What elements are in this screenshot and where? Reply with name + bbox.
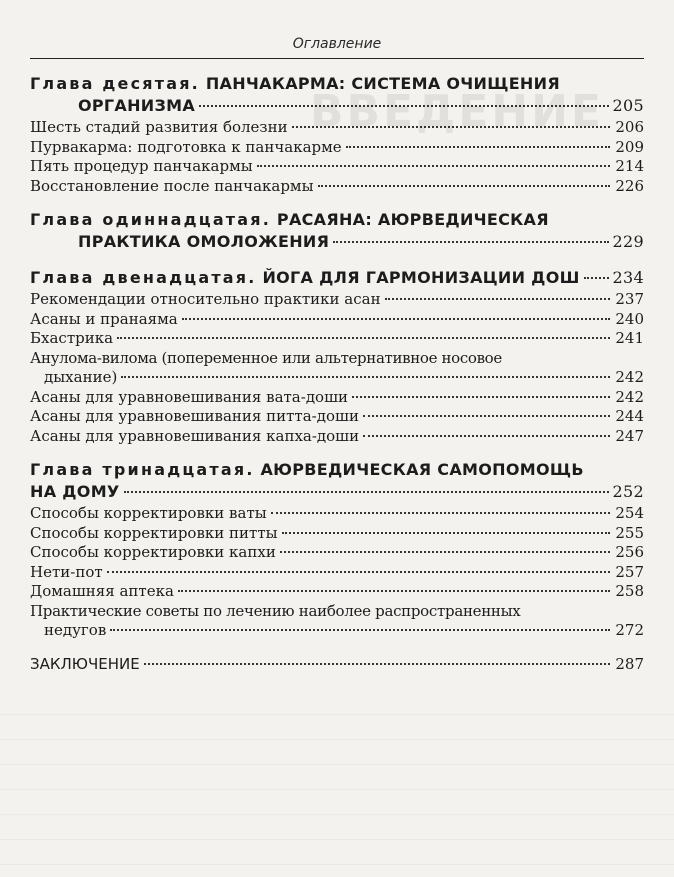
entry-title: Восстановление после панчакармы bbox=[30, 176, 314, 195]
page-number: 237 bbox=[615, 290, 644, 308]
chapter-lead: Глава одиннадцатая. bbox=[30, 210, 272, 229]
entry-title: Асаны для уравновешивания вата-доши bbox=[30, 387, 349, 406]
leader-dots bbox=[282, 532, 610, 534]
leader-dots bbox=[271, 512, 610, 514]
toc-entry bbox=[30, 504, 644, 524]
toc-conclusion bbox=[30, 655, 644, 675]
chapter-title: ЙОГА ДЛЯ ГАРМОНИЗАЦИИ ДОШ bbox=[262, 268, 580, 287]
toc-entry bbox=[30, 524, 644, 544]
toc-entry bbox=[30, 118, 644, 138]
page-number: 242 bbox=[615, 368, 644, 386]
leader-dots bbox=[124, 491, 609, 493]
chapter-title: ПАНЧАКАРМА: СИСТЕМА ОЧИЩЕНИЯ bbox=[205, 74, 560, 93]
entry-title: Асаны для уравновешивания капха-доши bbox=[30, 426, 360, 445]
spacer bbox=[30, 641, 644, 655]
entry-title: Шесть стадий развития болезни bbox=[30, 118, 288, 136]
entry-title: Способы корректировки питты bbox=[30, 523, 278, 542]
chapter-title: РАСАЯНА: АЮРВЕДИЧЕСКАЯ bbox=[276, 210, 549, 229]
page-number: 244 bbox=[615, 407, 644, 425]
chapter-title: АЮРВЕДИЧЕСКАЯ САМОПОМОЩЬ bbox=[260, 460, 584, 479]
leader-dots bbox=[144, 663, 610, 665]
page-number: 247 bbox=[615, 426, 644, 445]
toc-chapter-13-cont bbox=[30, 482, 644, 504]
entry-title: Анулома-вилома (попеременное или альтернативное носовое bbox=[30, 348, 502, 367]
leader-dots bbox=[117, 337, 610, 339]
page-number: 254 bbox=[615, 504, 644, 522]
spacer bbox=[30, 254, 644, 268]
toc-chapter-11-cont bbox=[30, 232, 644, 254]
chapter-title-cont: ОРГАНИЗМА bbox=[78, 96, 196, 115]
toc-chapter-11 bbox=[30, 210, 644, 232]
toc-chapter-12 bbox=[30, 268, 644, 290]
chapter-lead: Глава двенадцатая. bbox=[30, 268, 257, 287]
toc-entry bbox=[30, 177, 644, 197]
conclusion-title: ЗАКЛЮЧЕНИЕ bbox=[30, 654, 140, 673]
leader-dots bbox=[280, 551, 610, 553]
page-number: 205 bbox=[612, 96, 644, 115]
page-number: 226 bbox=[615, 176, 644, 195]
toc-chapter-10 bbox=[30, 74, 644, 96]
leader-dots bbox=[110, 629, 610, 631]
leader-dots bbox=[318, 185, 610, 187]
chapter-title-cont: ПРАКТИКА ОМОЛОЖЕНИЯ bbox=[78, 232, 330, 251]
leader-dots bbox=[199, 105, 608, 107]
page-number: 256 bbox=[615, 543, 644, 561]
toc-entry bbox=[30, 138, 644, 158]
toc-entry bbox=[30, 602, 644, 622]
page-number: 258 bbox=[615, 582, 644, 600]
chapter-title-cont: НА ДОМУ bbox=[30, 482, 120, 501]
toc-entry bbox=[30, 582, 644, 602]
page-number: 257 bbox=[615, 562, 644, 581]
toc-entry-cont bbox=[30, 621, 644, 641]
page-number: 255 bbox=[615, 523, 644, 542]
page-number: 209 bbox=[615, 137, 644, 156]
entry-title: Рекомендации относительно практики асан bbox=[30, 290, 381, 308]
toc-entry bbox=[30, 349, 644, 369]
page-number: 240 bbox=[615, 309, 644, 328]
entry-title: Способы корректировки капхи bbox=[30, 543, 276, 561]
header-rule bbox=[30, 58, 644, 59]
page-number: 241 bbox=[615, 329, 644, 347]
leader-dots bbox=[178, 590, 610, 592]
entry-title: Асаны для уравновешивания питта-доши bbox=[30, 407, 359, 425]
leader-dots bbox=[182, 318, 610, 320]
chapter-lead: Глава десятая. bbox=[30, 74, 200, 93]
chapter-lead: Глава тринадцатая. bbox=[30, 460, 255, 479]
leader-dots bbox=[333, 241, 608, 243]
toc-entry bbox=[30, 563, 644, 583]
entry-title-cont: недугов bbox=[44, 621, 107, 639]
entry-title: Способы корректировки ваты bbox=[30, 504, 267, 522]
toc-entry bbox=[30, 310, 644, 330]
page-number: 229 bbox=[612, 232, 644, 251]
page-number: 214 bbox=[615, 157, 644, 175]
table-of-contents bbox=[30, 74, 644, 674]
toc-chapter-13 bbox=[30, 460, 644, 482]
spacer bbox=[30, 446, 644, 460]
entry-title: Бхастрика bbox=[30, 329, 114, 347]
toc-entry bbox=[30, 407, 644, 427]
entry-title: Практические советы по лечению наиболее распространенных bbox=[30, 601, 521, 620]
toc-entry bbox=[30, 543, 644, 563]
entry-title: Домашняя аптека bbox=[30, 582, 174, 600]
page-number: 242 bbox=[615, 387, 644, 406]
page-number: 287 bbox=[615, 654, 644, 673]
leader-dots bbox=[121, 376, 610, 378]
toc-entry-cont bbox=[30, 368, 644, 388]
entry-title: Пурвакарма: подготовка к панчакарме bbox=[30, 137, 342, 156]
leader-dots bbox=[107, 571, 610, 573]
page-number: 272 bbox=[615, 621, 644, 639]
toc-entry bbox=[30, 329, 644, 349]
leader-dots bbox=[346, 146, 610, 148]
entry-title: Нети-пот bbox=[30, 562, 103, 581]
toc-entry bbox=[30, 388, 644, 408]
leader-dots bbox=[257, 165, 610, 167]
entry-title: Асаны и пранаяма bbox=[30, 309, 178, 328]
bleed-through-text: ВВЕДЕНИЕ bbox=[309, 86, 604, 137]
running-title: Оглавление bbox=[292, 36, 382, 52]
leader-dots bbox=[363, 415, 610, 417]
page-number: 234 bbox=[612, 268, 644, 287]
toc-chapter-10-cont bbox=[30, 96, 644, 118]
bleed-through-lines bbox=[0, 690, 674, 877]
page-number: 206 bbox=[615, 118, 644, 136]
leader-dots bbox=[363, 435, 610, 437]
leader-dots bbox=[584, 277, 609, 279]
leader-dots bbox=[352, 396, 610, 398]
entry-title-cont: дыхание) bbox=[44, 368, 118, 386]
spacer bbox=[30, 196, 644, 210]
leader-dots bbox=[385, 298, 610, 300]
toc-entry bbox=[30, 427, 644, 447]
page-number: 252 bbox=[612, 482, 644, 501]
leader-dots bbox=[292, 126, 610, 128]
entry-title: Пять процедур панчакармы bbox=[30, 157, 253, 175]
toc-entry bbox=[30, 290, 644, 310]
toc-entry bbox=[30, 157, 644, 177]
